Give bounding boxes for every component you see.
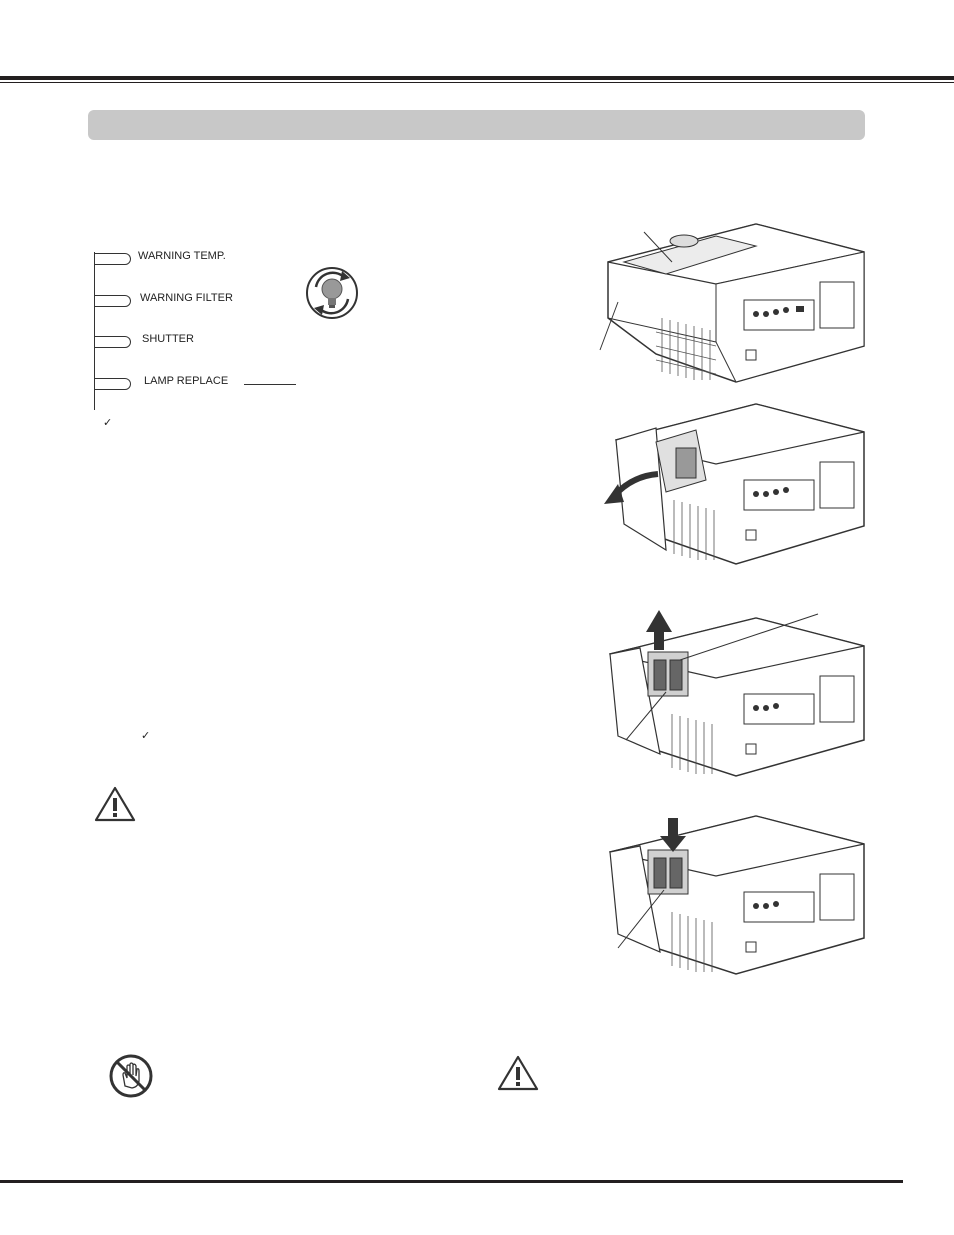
indicator-label: SHUTTER [142, 333, 194, 345]
lamp-replace-leader-line [244, 384, 296, 385]
indicator-led [94, 378, 131, 390]
indicator-label: WARNING TEMP. [138, 250, 226, 262]
indicator-label: WARNING FILTER [140, 292, 233, 304]
section-title-bar [88, 110, 865, 140]
projector-remove-lamp-illustration [596, 604, 876, 779]
top-rule [0, 76, 954, 80]
indicator-led [94, 253, 131, 265]
do-not-touch-icon [108, 1053, 154, 1099]
indicator-led [94, 336, 131, 348]
bottom-rule [0, 1180, 903, 1183]
warning-triangle-icon [497, 1055, 539, 1091]
lamp-replace-icon [304, 265, 360, 321]
check-mark: ✓ [103, 416, 113, 429]
projector-insert-lamp-illustration [596, 808, 876, 978]
projector-lamp-cover-illustration [596, 222, 876, 387]
indicator-led [94, 295, 131, 307]
top-rule-thin [0, 82, 954, 83]
indicator-label: LAMP REPLACE [144, 375, 229, 387]
warning-triangle-icon [94, 786, 136, 822]
check-mark: ✓ [141, 729, 151, 742]
projector-open-cover-illustration [596, 400, 876, 568]
